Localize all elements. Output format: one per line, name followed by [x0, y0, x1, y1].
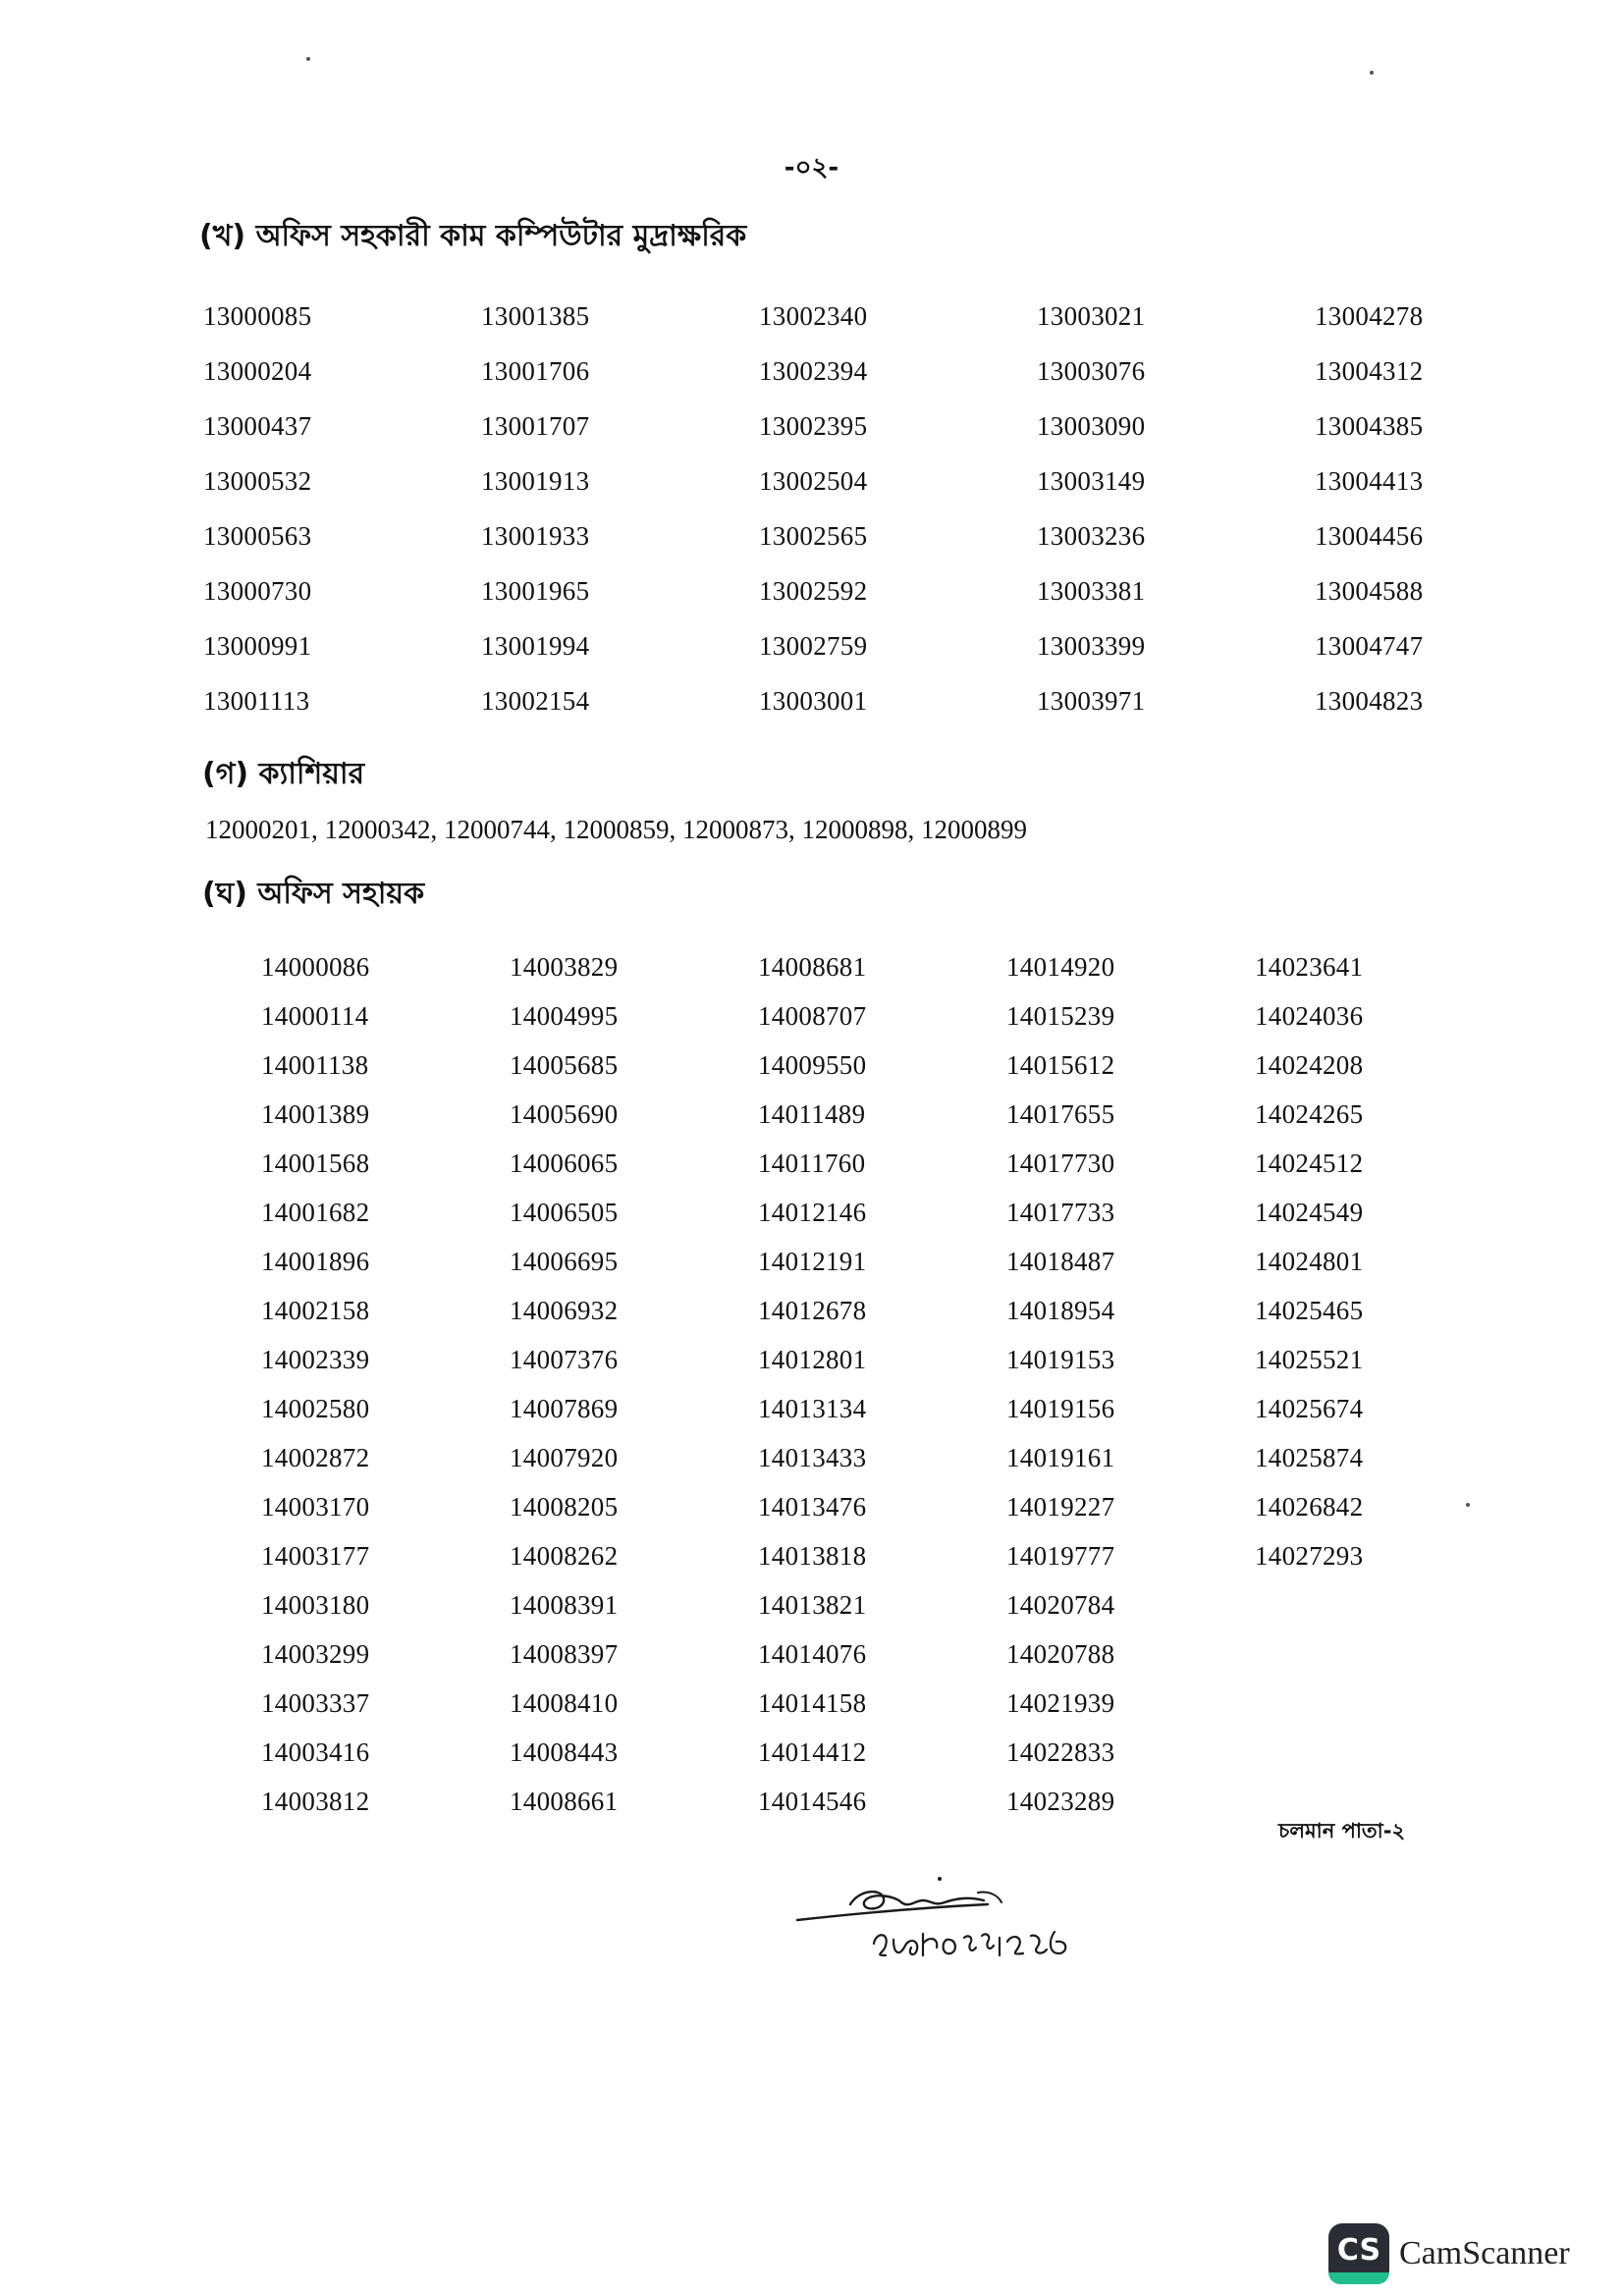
handwritten-signature	[791, 1875, 1106, 1983]
roll-number: 14003299	[261, 1639, 370, 1669]
roll-number: 14002872	[261, 1443, 370, 1472]
number-column	[203, 300, 481, 740]
roll-number: 14024208	[1255, 1050, 1364, 1080]
roll-number: 14024036	[1255, 1001, 1364, 1031]
roll-number: 13001706	[481, 356, 590, 386]
roll-number: 13001113	[203, 686, 310, 716]
roll-number: 14012801	[758, 1345, 867, 1374]
number-column	[261, 951, 510, 1835]
roll-number: 14024512	[1255, 1148, 1364, 1178]
roll-number: 14017733	[1006, 1198, 1115, 1227]
camscanner-logo-bar	[1328, 2272, 1389, 2284]
roll-number: 14000086	[261, 952, 370, 982]
number-column	[1037, 300, 1315, 740]
roll-number: 13003971	[1037, 686, 1146, 716]
roll-number: 14001138	[261, 1050, 369, 1080]
roll-number: 14006065	[510, 1148, 619, 1178]
roll-number: 13000437	[203, 411, 312, 441]
roll-number: 14017730	[1006, 1148, 1115, 1178]
scan-speck	[1370, 71, 1374, 75]
roll-number: 14013476	[758, 1492, 867, 1522]
roll-number: 13003236	[1037, 521, 1146, 551]
roll-number: 14021939	[1006, 1688, 1115, 1718]
roll-number: 14008707	[758, 1001, 867, 1031]
roll-number: 14020788	[1006, 1639, 1115, 1669]
roll-number: 14014920	[1006, 952, 1115, 982]
roll-number: 13002759	[759, 631, 868, 661]
roll-number: 14003337	[261, 1688, 370, 1718]
roll-number: 14014076	[758, 1639, 867, 1669]
roll-number: 14011760	[758, 1148, 866, 1178]
roll-number: 14012146	[758, 1198, 867, 1227]
roll-number: 14006932	[510, 1296, 619, 1325]
number-column	[1255, 951, 1503, 1835]
roll-number: 13003076	[1037, 356, 1146, 386]
roll-number: 14019156	[1006, 1394, 1115, 1423]
roll-number: 14025521	[1255, 1345, 1364, 1374]
number-column	[759, 300, 1037, 740]
roll-number: 13003090	[1037, 411, 1146, 441]
roll-number: 14008681	[758, 952, 867, 982]
roll-number: 13002504	[759, 466, 868, 496]
roll-number: 14003170	[261, 1492, 370, 1522]
roll-number: 14003812	[261, 1787, 370, 1816]
roll-number: 14008262	[510, 1541, 619, 1571]
roll-number: 13003021	[1037, 301, 1146, 331]
roll-number: 13002154	[481, 686, 590, 716]
roll-number: 14004995	[510, 1001, 619, 1031]
roll-number: 14023289	[1006, 1787, 1115, 1816]
roll-number: 14009550	[758, 1050, 867, 1080]
roll-number: 14018487	[1006, 1247, 1115, 1276]
page-number: -০২-	[784, 153, 839, 183]
roll-number: 14022833	[1006, 1737, 1115, 1767]
roll-number: 14025874	[1255, 1443, 1364, 1472]
roll-number: 13004456	[1315, 521, 1424, 551]
roll-number: 14007376	[510, 1345, 619, 1374]
roll-number: 14025465	[1255, 1296, 1364, 1325]
continued-page-note: চলমান পাতা-২	[1278, 1819, 1406, 1842]
roll-number: 13000991	[203, 631, 312, 661]
roll-number: 14003829	[510, 952, 619, 982]
number-column	[481, 300, 759, 740]
roll-number: 14014546	[758, 1787, 867, 1816]
roll-number: 14024801	[1255, 1247, 1364, 1276]
roll-number: 13004588	[1315, 576, 1424, 606]
roll-number: 14027293	[1255, 1541, 1364, 1571]
number-column	[1006, 951, 1255, 1835]
roll-number: 14008661	[510, 1787, 619, 1816]
camscanner-brand-text: CamScanner	[1399, 2235, 1570, 2271]
roll-number: 14002158	[261, 1296, 370, 1325]
roll-number: 14019777	[1006, 1541, 1115, 1571]
camscanner-logo-icon	[1328, 2223, 1389, 2284]
roll-number: 13002394	[759, 356, 868, 386]
roll-number: 13001913	[481, 466, 590, 496]
roll-number: 14017655	[1006, 1099, 1115, 1129]
roll-number: 13000563	[203, 521, 312, 551]
roll-number: 14008410	[510, 1688, 619, 1718]
roll-number: 14001568	[261, 1148, 370, 1178]
roll-number: 14019227	[1006, 1492, 1115, 1522]
roll-number: 13000532	[203, 466, 312, 496]
roll-number: 14023641	[1255, 952, 1364, 982]
roll-number: 14007920	[510, 1443, 619, 1472]
cashier-number-list: 12000201, 12000342, 12000744, 12000859, 12000873, 12000898, 12000899	[205, 815, 1027, 844]
roll-number: 14005685	[510, 1050, 619, 1080]
roll-number: 14015612	[1006, 1050, 1115, 1080]
roll-number: 13002565	[759, 521, 868, 551]
scan-speck	[306, 57, 310, 61]
roll-number: 14014158	[758, 1688, 867, 1718]
roll-number: 14024265	[1255, 1099, 1364, 1129]
roll-number: 14025674	[1255, 1394, 1364, 1423]
number-column	[758, 951, 1006, 1835]
number-column	[510, 951, 758, 1835]
roll-number: 13000730	[203, 576, 312, 606]
roll-number: 14007869	[510, 1394, 619, 1423]
roll-number: 14003177	[261, 1541, 370, 1571]
roll-number: 14020784	[1006, 1590, 1115, 1620]
roll-number: 13004312	[1315, 356, 1424, 386]
number-column	[1315, 300, 1593, 740]
roll-number: 13004278	[1315, 301, 1424, 331]
roll-number: 14008391	[510, 1590, 619, 1620]
roll-number: 14003180	[261, 1590, 370, 1620]
roll-number: 14002580	[261, 1394, 370, 1423]
roll-number: 14006695	[510, 1247, 619, 1276]
roll-number: 14013134	[758, 1394, 867, 1423]
roll-number: 14001389	[261, 1099, 370, 1129]
section-heading-office-assistant-typist: (খ) অফিস সহকারী কাম কম্পিউটার মুদ্রাক্ষরিক	[199, 219, 747, 253]
roll-number: 14013821	[758, 1590, 867, 1620]
roll-number: 13004823	[1315, 686, 1424, 716]
roll-number: 14005690	[510, 1099, 619, 1129]
office-helper-number-grid	[261, 951, 1503, 1835]
roll-number: 13001707	[481, 411, 590, 441]
roll-number: 13003149	[1037, 466, 1146, 496]
roll-number: 14018954	[1006, 1296, 1115, 1325]
roll-number: 13001965	[481, 576, 590, 606]
roll-number: 14008397	[510, 1639, 619, 1669]
roll-number: 13002592	[759, 576, 868, 606]
roll-number: 13001385	[481, 301, 590, 331]
office-assistant-typist-number-grid	[203, 300, 1593, 740]
roll-number: 13004385	[1315, 411, 1424, 441]
roll-number: 13001933	[481, 521, 590, 551]
roll-number: 13002395	[759, 411, 868, 441]
section-heading-cashier: (গ) ক্যাশিয়ার	[202, 757, 365, 791]
roll-number: 14001682	[261, 1198, 370, 1227]
roll-number: 14013433	[758, 1443, 867, 1472]
camscanner-watermark	[1328, 2223, 1570, 2284]
camscanner-logo-text: CS	[1336, 2233, 1381, 2268]
roll-number: 13003001	[759, 686, 868, 716]
roll-number: 14006505	[510, 1198, 619, 1227]
roll-number: 14002339	[261, 1345, 370, 1374]
roll-number: 13001994	[481, 631, 590, 661]
roll-number: 13002340	[759, 301, 868, 331]
roll-number: 13003381	[1037, 576, 1146, 606]
roll-number: 14003416	[261, 1737, 370, 1767]
roll-number: 14013818	[758, 1541, 867, 1571]
roll-number: 13004413	[1315, 466, 1424, 496]
roll-number: 14014412	[758, 1737, 867, 1767]
roll-number: 14012678	[758, 1296, 867, 1325]
roll-number: 14001896	[261, 1247, 370, 1276]
roll-number: 14024549	[1255, 1198, 1364, 1227]
roll-number: 14008205	[510, 1492, 619, 1522]
roll-number: 13000204	[203, 356, 312, 386]
roll-number: 13003399	[1037, 631, 1146, 661]
roll-number: 14011489	[758, 1099, 866, 1129]
roll-number: 14019153	[1006, 1345, 1115, 1374]
roll-number: 14019161	[1006, 1443, 1115, 1472]
roll-number: 14008443	[510, 1737, 619, 1767]
roll-number: 14000114	[261, 1001, 369, 1031]
roll-number: 14015239	[1006, 1001, 1115, 1031]
roll-number: 14012191	[758, 1247, 867, 1276]
roll-number: 13004747	[1315, 631, 1424, 661]
roll-number: 13000085	[203, 301, 312, 331]
scan-speck	[1466, 1503, 1470, 1507]
roll-number: 14026842	[1255, 1492, 1364, 1522]
section-heading-office-helper: (ঘ) অফিস সহায়ক	[202, 877, 425, 911]
